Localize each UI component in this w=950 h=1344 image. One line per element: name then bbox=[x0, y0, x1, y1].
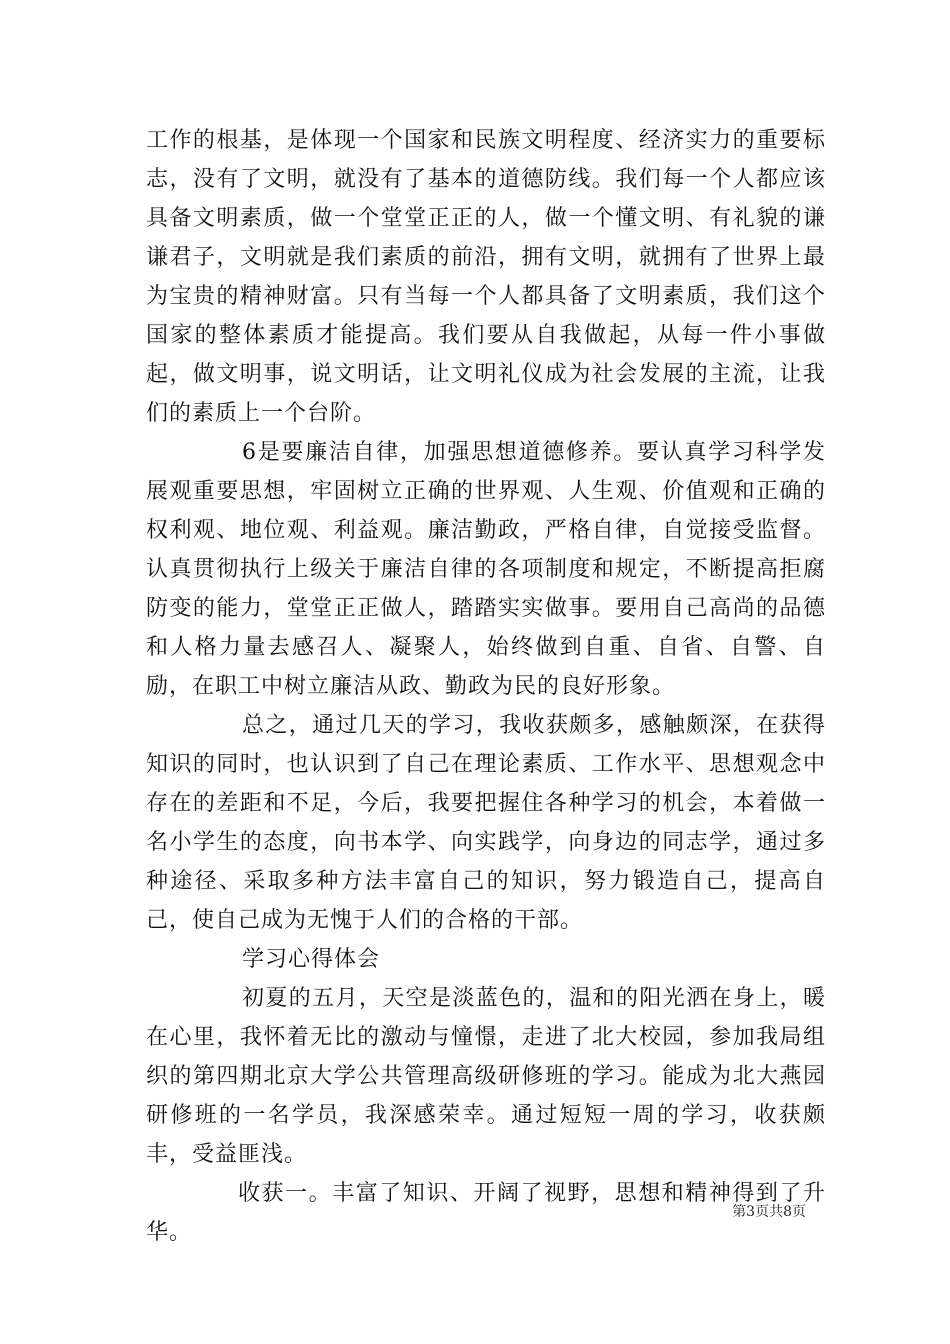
section-heading: 学习心得体会 bbox=[242, 947, 381, 972]
document-body bbox=[146, 121, 826, 1252]
paragraph-integrity: 6是要廉洁自律，加强思想道德修养。要认真学习科学发展观重要思想，牢固树立正确的世界观、人生观、价值观和正确的权利观、地位观、利益观。廉洁勤政，严格自律，自觉接受监督。认真贯彻执行上级关于廉洁自律的各项制度和规定，不断提高拒腐防变的能力，堂堂正正做人，踏踏实实做事。要用自己高尚的品德和人格力量去感召人、凝聚人，始终做到自重、自省、自警、自励，在职工中树立廉洁从政、勤政为民的良好形象。 bbox=[146, 440, 826, 699]
paragraph-civility: 工作的根基，是体现一个国家和民族文明程度、经济实力的重要标志，没有了文明，就没有了基本的道德防线。我们每一个人都应该具备文明素质，做一个堂堂正正的人，做一个懂文明、有礼貌的谦谦君子，文明就是我们素质的前沿，拥有文明，就拥有了世界上最为宝贵的精神财富。只有当每一个人都具备了文明素质，我们这个国家的整体素质才能提高。我们要从自我做起，从每一件小事做起，做文明事，说文明话，让文明礼仪成为社会发展的主流，让我们的素质上一个台阶。 bbox=[146, 128, 826, 426]
page-number: 第3页共8页 bbox=[732, 1204, 806, 1220]
paragraph-peking-university: 初夏的五月，天空是淡蓝色的，温和的阳光洒在身上，暖在心里，我怀着无比的激动与憧憬，走进了北大校园，参加我局组织的第四期北京大学公共管理高级研修班的学习。能成为北大燕园研修班的一名学员，我深感荣幸。通过短短一周的学习，收获颇丰，受益匪浅。 bbox=[146, 986, 826, 1167]
paragraph-gain-one: 收获一。丰富了知识、开阔了视野，思想和精神得到了升华。 bbox=[146, 1181, 826, 1245]
paragraph-conclusion: 总之，通过几天的学习，我收获颇多，感触颇深，在获得知识的同时，也认识到了自己在理论素质、工作水平、思想观念中存在的差距和不足，今后，我要把握住各种学习的机会，本着做一名小学生的态度，向书本学、向实践学，向身边的同志学，通过多种途径、采取多种方法丰富自己的知识，努力锻造自己，提高自己，使自己成为无愧于人们的合格的干部。 bbox=[146, 713, 826, 933]
